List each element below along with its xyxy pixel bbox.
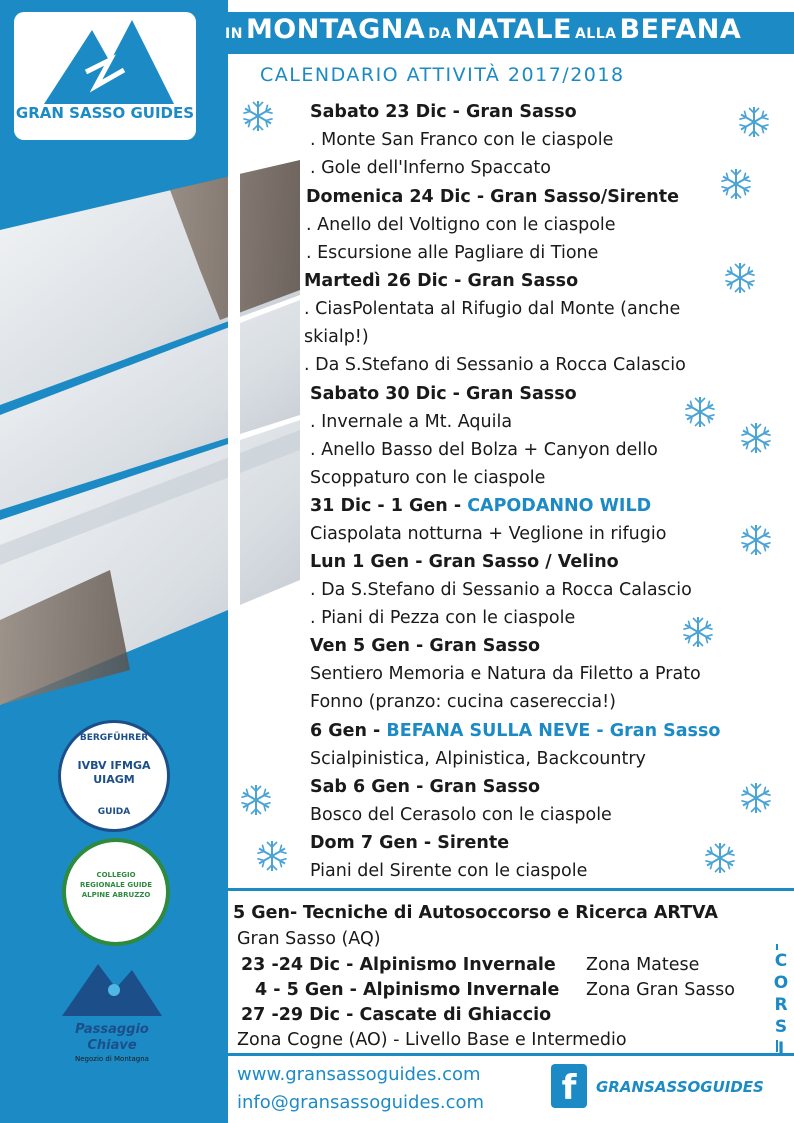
corsi-letter: S — [774, 1017, 788, 1037]
snowflake-icon — [738, 522, 774, 558]
course-item: 23 -24 Dic - Alpinismo Invernale — [241, 955, 556, 975]
list-item: Sabato 30 Dic - Gran Sasso — [310, 384, 577, 404]
list-item: . Da S.Stefano di Sessanio a Rocca Calascio — [304, 355, 686, 375]
course-location: Zona Matese — [586, 955, 700, 975]
list-item: 31 Dic - 1 Gen - CAPODANNO WILD — [310, 496, 652, 516]
list-item: skialp!) — [304, 327, 369, 347]
abruzzo-guides-badge — [62, 838, 170, 946]
ifmga-badge — [58, 720, 170, 832]
course-item: 5 Gen- Tecniche di Autosoccorso e Ricerca ARTVA — [233, 903, 718, 923]
list-item: Ciaspolata notturna + Veglione in rifugio — [310, 524, 667, 544]
course-item: 27 -29 Dic - Cascate di Ghiaccio — [241, 1005, 552, 1025]
list-item: Piani del Sirente con le ciaspole — [310, 861, 588, 881]
snowflake-icon — [722, 260, 758, 296]
list-item: Martedì 26 Dic - Gran Sasso — [304, 271, 579, 291]
list-item: Sab 6 Gen - Gran Sasso — [310, 777, 541, 797]
badge-text: COLLEGIO REGIONALE GUIDE ALPINE ABRUZZO — [79, 871, 153, 899]
badge-center-text: IVBV IFMGA UIAGM — [77, 759, 151, 786]
shop-name-2: Chiave — [87, 1038, 137, 1053]
list-item: . Escursione alle Pagliare di Tione — [306, 243, 599, 263]
list-item: Scoppaturo con le ciaspole — [310, 468, 546, 488]
snowflake-icon — [702, 840, 738, 876]
list-item: . Gole dell'Inferno Spaccato — [310, 158, 551, 178]
website-link[interactable]: www.gransassoguides.com — [237, 1064, 481, 1085]
snowflake-icon — [238, 782, 274, 818]
corsi-letter: O — [773, 973, 789, 993]
mountain-logo-icon — [58, 958, 166, 1020]
page-title: IN MONTAGNA DA NATALE ALLA BEFANA — [225, 14, 742, 45]
corsi-side-label — [766, 950, 794, 1059]
list-item: Scialpinistica, Alpinistica, Backcountry — [310, 749, 646, 769]
badge-bottom-text: GUIDA — [97, 807, 131, 817]
course-item: Zona Cogne (AO) - Livello Base e Intermedio — [237, 1030, 627, 1050]
course-item: 4 - 5 Gen - Alpinismo Invernale — [255, 980, 560, 1000]
mountain-photo-collage — [0, 150, 300, 710]
snowflake-icon — [680, 614, 716, 650]
list-item: . Piani di Pezza con le ciaspole — [310, 608, 576, 628]
list-item: Lun 1 Gen - Gran Sasso / Velino — [310, 552, 619, 572]
snowflake-icon — [254, 838, 290, 874]
list-item: Fonno (pranzo: cucina casereccia!) — [310, 692, 616, 712]
list-item: . Da S.Stefano di Sessanio a Rocca Calascio — [310, 580, 692, 600]
shop-logo — [58, 958, 166, 1068]
badge-top-text: BERGFÜHRER — [79, 733, 149, 743]
list-item: Bosco del Cerasolo con le ciaspole — [310, 805, 612, 825]
course-location: Zona Gran Sasso — [586, 980, 735, 1000]
snowflake-icon — [738, 420, 774, 456]
shop-name: Passaggio — [75, 1022, 149, 1037]
corsi-letter: I — [777, 1039, 785, 1059]
facebook-icon[interactable]: f — [551, 1064, 587, 1108]
list-item: Sentiero Memoria e Natura da Filetto a Prato — [310, 664, 701, 684]
mountain-logo-icon — [14, 12, 196, 112]
list-item: Domenica 24 Dic - Gran Sasso/Sirente — [306, 187, 679, 207]
snowflake-icon — [682, 394, 718, 430]
snowflake-icon — [738, 780, 774, 816]
list-item: Ven 5 Gen - Gran Sasso — [310, 636, 541, 656]
facebook-link[interactable]: GRANSASSOGUIDES — [596, 1078, 764, 1096]
list-item: 6 Gen - BEFANA SULLA NEVE - Gran Sasso — [310, 721, 721, 741]
subtitle: CALENDARIO ATTIVITÀ 2017/2018 — [260, 64, 625, 86]
list-item: Sabato 23 Dic - Gran Sasso — [310, 102, 577, 122]
logo-text: GRAN SASSO GUIDES — [15, 104, 195, 122]
list-item: . Invernale a Mt. Aquila — [310, 412, 513, 432]
snowflake-icon — [240, 98, 276, 134]
course-item: Gran Sasso (AQ) — [237, 929, 381, 949]
list-item: . Anello Basso del Bolza + Canyon dello — [310, 440, 658, 460]
list-item: Dom 7 Gen - Sirente — [310, 833, 510, 853]
shop-subtitle: Negozio di Montagna — [75, 1055, 149, 1063]
snowflake-icon — [718, 166, 754, 202]
corsi-letter: R — [774, 995, 788, 1015]
list-item: . Anello del Voltigno con le ciaspole — [306, 215, 616, 235]
email-link[interactable]: info@gransassoguides.com — [237, 1092, 485, 1113]
list-item: . Monte San Franco con le ciaspole — [310, 130, 614, 150]
courses-section — [228, 888, 794, 1056]
list-item: . CiasPolentata al Rifugio dal Monte (anche — [304, 299, 681, 319]
snowflake-icon — [736, 104, 772, 140]
corsi-letter: C — [774, 951, 788, 971]
